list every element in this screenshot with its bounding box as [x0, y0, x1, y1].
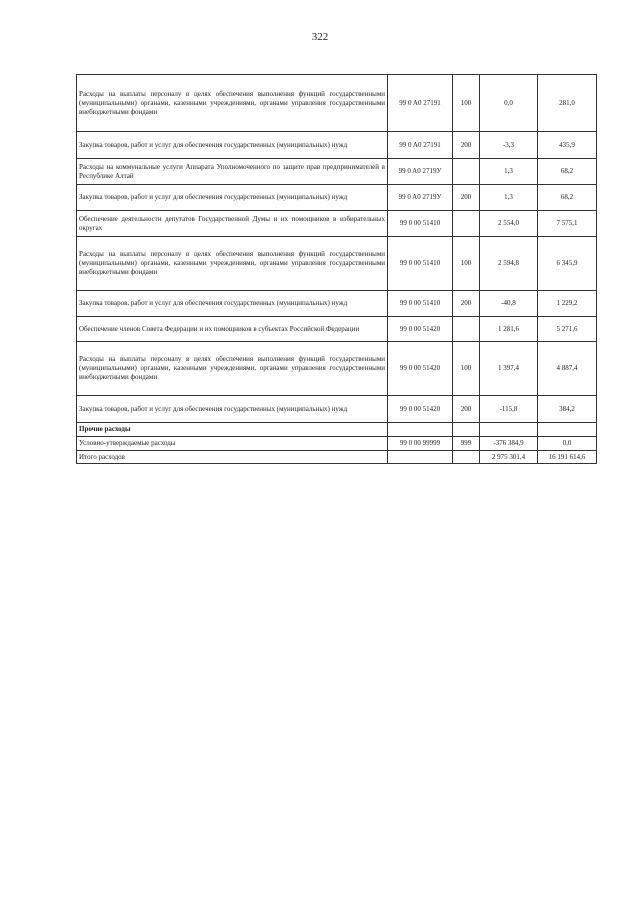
row-name: Расходы на выплаты персоналу в целях обеспечения выполнения функций государственными (муниципальными) органами, казенными учреждениями, органами управления государственными внебюджетными фондами	[77, 75, 388, 132]
row-name: Условно-утверждаемые расходы	[77, 437, 388, 451]
table-row	[77, 423, 597, 437]
row-sum1: 2 554,0	[480, 211, 538, 237]
page-number: 322	[311, 31, 329, 43]
row-csr: 99 0 00 51420	[388, 396, 453, 423]
row-vr	[453, 317, 480, 342]
row-sum2: 16 191 614,6	[538, 451, 597, 464]
row-vr: 200	[453, 291, 480, 317]
row-name: Закупка товаров, работ и услуг для обеспечения государственных (муниципальных) нужд	[77, 291, 388, 317]
row-vr: 100	[453, 237, 480, 291]
row-sum1	[480, 423, 538, 437]
row-name: Закупка товаров, работ и услуг для обеспечения государственных (муниципальных) нужд	[77, 185, 388, 211]
row-name: Закупка товаров, работ и услуг для обеспечения государственных (муниципальных) нужд	[77, 132, 388, 159]
table-row	[77, 291, 597, 317]
table-row	[77, 159, 597, 185]
row-sum1: 0,0	[480, 75, 538, 132]
row-vr: 200	[453, 396, 480, 423]
row-csr: 99 0 A0 2719У	[388, 159, 453, 185]
row-csr	[388, 451, 453, 464]
row-name: Обеспечение деятельности депутатов Государственной Думы и их помощников в избирательных округах	[77, 211, 388, 237]
row-sum2: 384,2	[538, 396, 597, 423]
row-sum2: 0,0	[538, 437, 597, 451]
row-csr: 99 0 A0 27191	[388, 75, 453, 132]
row-sum2: 6 345,9	[538, 237, 597, 291]
row-name: Расходы на выплаты персоналу в целях обеспечения выполнения функций государственными (муниципальными) органами, казенными учреждениями, органами управления государственными внебюджетными фондами	[77, 237, 388, 291]
row-csr: 99 0 00 51410	[388, 237, 453, 291]
row-name: Прочие расходы	[77, 423, 388, 437]
row-vr	[453, 159, 480, 185]
row-sum2: 68,2	[538, 185, 597, 211]
row-name: Обеспечение членов Совета Федерации и их помощников в субъектах Российской Федерации	[77, 317, 388, 342]
row-csr: 99 0 00 99999	[388, 437, 453, 451]
row-sum1: 1 281,6	[480, 317, 538, 342]
row-csr: 99 0 00 51410	[388, 291, 453, 317]
table-row	[77, 451, 597, 464]
row-sum2	[538, 423, 597, 437]
row-sum1: -40,8	[480, 291, 538, 317]
row-sum2: 1 229,2	[538, 291, 597, 317]
row-csr: 99 0 00 51420	[388, 342, 453, 396]
row-name: Итого расходов	[77, 451, 388, 464]
row-sum1: 1,3	[480, 185, 538, 211]
table-row	[77, 185, 597, 211]
table-row	[77, 211, 597, 237]
table-row	[77, 75, 597, 132]
row-csr: 99 0 00 51420	[388, 317, 453, 342]
table-row	[77, 437, 597, 451]
row-sum2: 5 271,6	[538, 317, 597, 342]
row-sum2: 435,9	[538, 132, 597, 159]
row-sum2: 281,0	[538, 75, 597, 132]
row-sum1: -3,3	[480, 132, 538, 159]
row-sum2: 4 887,4	[538, 342, 597, 396]
row-sum2: 7 575,1	[538, 211, 597, 237]
row-vr: 200	[453, 185, 480, 211]
row-csr: 99 0 A0 27191	[388, 132, 453, 159]
row-name: Расходы на выплаты персоналу в целях обеспечения выполнения функций государственными (муниципальными) органами, казенными учреждениями, органами управления государственными внебюджетными фондами	[77, 342, 388, 396]
budget-table	[76, 74, 597, 464]
row-vr	[453, 211, 480, 237]
row-vr: 999	[453, 437, 480, 451]
row-vr: 200	[453, 132, 480, 159]
row-sum1: 1 397,4	[480, 342, 538, 396]
table-row	[77, 317, 597, 342]
row-sum2: 68,2	[538, 159, 597, 185]
row-csr	[388, 423, 453, 437]
row-sum1: 2 975 301,4	[480, 451, 538, 464]
row-vr	[453, 451, 480, 464]
row-vr: 100	[453, 75, 480, 132]
row-name: Расходы на коммунальные услуги Аппарата Уполномоченного по защите прав предпринимателей в Республике Алтай	[77, 159, 388, 185]
table-row	[77, 396, 597, 423]
row-vr: 100	[453, 342, 480, 396]
row-sum1: 2 594,8	[480, 237, 538, 291]
row-sum1: -115,8	[480, 396, 538, 423]
table-row	[77, 132, 597, 159]
row-name: Закупка товаров, работ и услуг для обеспечения государственных (муниципальных) нужд	[77, 396, 388, 423]
row-sum1: 1,3	[480, 159, 538, 185]
row-vr	[453, 423, 480, 437]
row-sum1: -376 384,9	[480, 437, 538, 451]
table-row	[77, 342, 597, 396]
row-csr: 99 0 00 51410	[388, 211, 453, 237]
table-row	[77, 237, 597, 291]
row-csr: 99 0 A0 2719У	[388, 185, 453, 211]
